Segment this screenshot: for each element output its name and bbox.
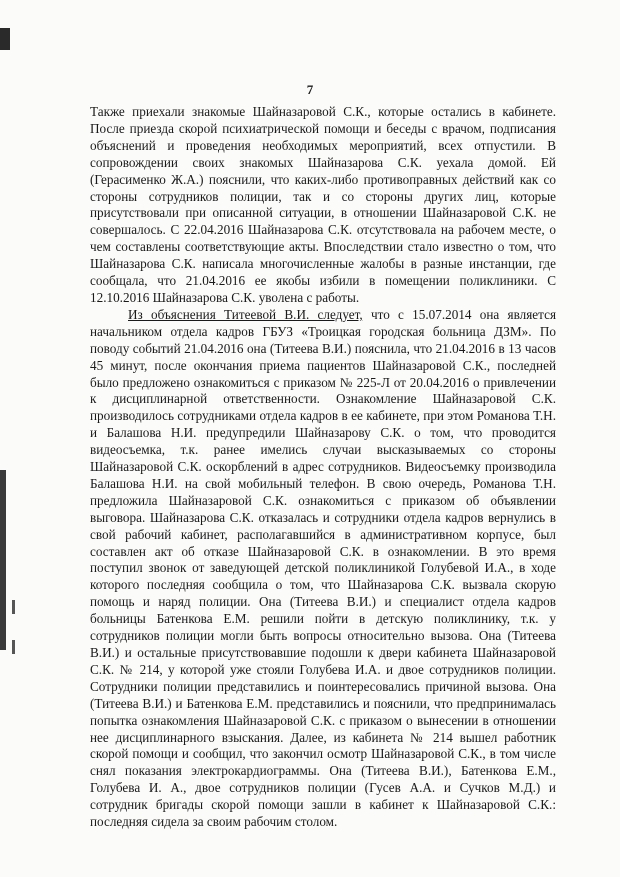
paragraph <box>90 307 556 831</box>
punch-hole-mark <box>12 640 15 654</box>
paragraph-text: Также приехали знакомые Шайназаровой С.К., которые остались в кабинете. После приезда скорой психиатрической помощи и беседы с врачом, подписания объяснений и проведения необходимых мероприятий, всех отпустили. В сопровождении своих знакомых Шайназарова С.К. уехала домой. Ей (Герасименко Ж.А.) пояснили, что каких-либо противоправных действий как со стороны сотрудников полиции, так и со стороны других лиц, которые присутствовали при описанной ситуации, в отношении Шайназаровой С.К. не совершалось. С 22.04.2016 Шайназарова С.К. отсутствовала на рабочем месте, о чем составлены соответствующие акты. Впоследствии стало известно о том, что Шайназарова С.К. написала многочисленные жалобы в разные инстанции, где сообщала, что 21.04.2016 ее якобы избили в помещении поликлиники. С 12.10.2016 Шайназарова С.К. уволена с работы. <box>90 104 556 305</box>
scan-edge-mark <box>0 470 6 650</box>
scan-edge-mark <box>0 28 10 50</box>
page-number: 7 <box>306 82 314 97</box>
punch-hole-mark <box>12 600 15 614</box>
paragraph-text: что с 15.07.2014 она является начальником отдела кадров ГБУЗ «Троицкая городская больница ДЗМ». По поводу событий 21.04.2016 она (Титеева В.И.) пояснила, что 21.04.2016 в 13 часов 45 минут, после окончания приема пациентов Шайназаровой С.К., последней было предложено ознакомиться с приказом № 225-Л от 20.04.2016 о привлечении к дисциплинарной ответственности. Ознакомление Шайназаровой С.К. производилось сотрудниками отдела кадров в ее кабинете, при этом Романова Т.Н. и Балашова Н.И. предупредили Шайназарову С.К. о том, что проводится видеосъемка, т.к. ранее имелись случаи высказываемых со стороны Шайназаровой С.К. оскорблений в адрес сотрудников. Видеосъемку производила Балашова Н.И. на свой мобильный телефон. В свою очередь, Романова Т.Н. предложила Шайназаровой С.К. ознакомиться с приказом об объявлении выговора. Шайназарова С.К. отказалась и сотрудники отдела кадров вернулись в свой рабочий кабинет, располагавшийся в административном корпусе, был составлен акт об отказе Шайназаровой С.К. в ознакомлении. В это время поступил звонок от заведующей детской поликлиникой Голубевой И.А., в ходе которого последняя сообщила о том, что Шайназарова С.К. вызвала скорую помощь и наряд полиции. Она (Титеева В.И.) и специалист отдела кадров больницы Батенкова Е.М. решили пойти в детскую поликлинику, т.к. у сотрудников полиции могли быть вопросы относительно вызова. Она (Титеева В.И.) и остальные присутствовавшие подошли к двери кабинета Шайназаровой С.К. № 214, у которой уже стояли Голубева И.А. и двое сотрудников полиции. Сотрудники полиции представились и поинтересовались причиной вызова. Она (Титеева В.И.) и Батенкова Е.М. представились и пояснили, что предпринималась попытка ознакомления Шайназаровой С.К. с приказом о вынесении в отношении нее дисциплинарного взыскания. Далее, из кабинета № 214 вышел работник скорой помощи и сообщил, что закончил осмотр Шайназаровой С.К., в том числе снял показания электрокардиограммы. Она (Титеева В.И.), Батенкова Е.М., Голубева И. А., двое сотрудников полиции (Гусев А.А. и Сучков М.Д.) и сотрудник бригады скорой помощи зашли в кабинет к Шайназаровой С.К.: последняя сидела за своим рабочим столом. <box>90 306 557 830</box>
document-body <box>90 104 556 831</box>
paragraph-lead: Из объяснения Титеевой В.И. следует, <box>128 306 363 322</box>
paragraph <box>90 104 556 307</box>
